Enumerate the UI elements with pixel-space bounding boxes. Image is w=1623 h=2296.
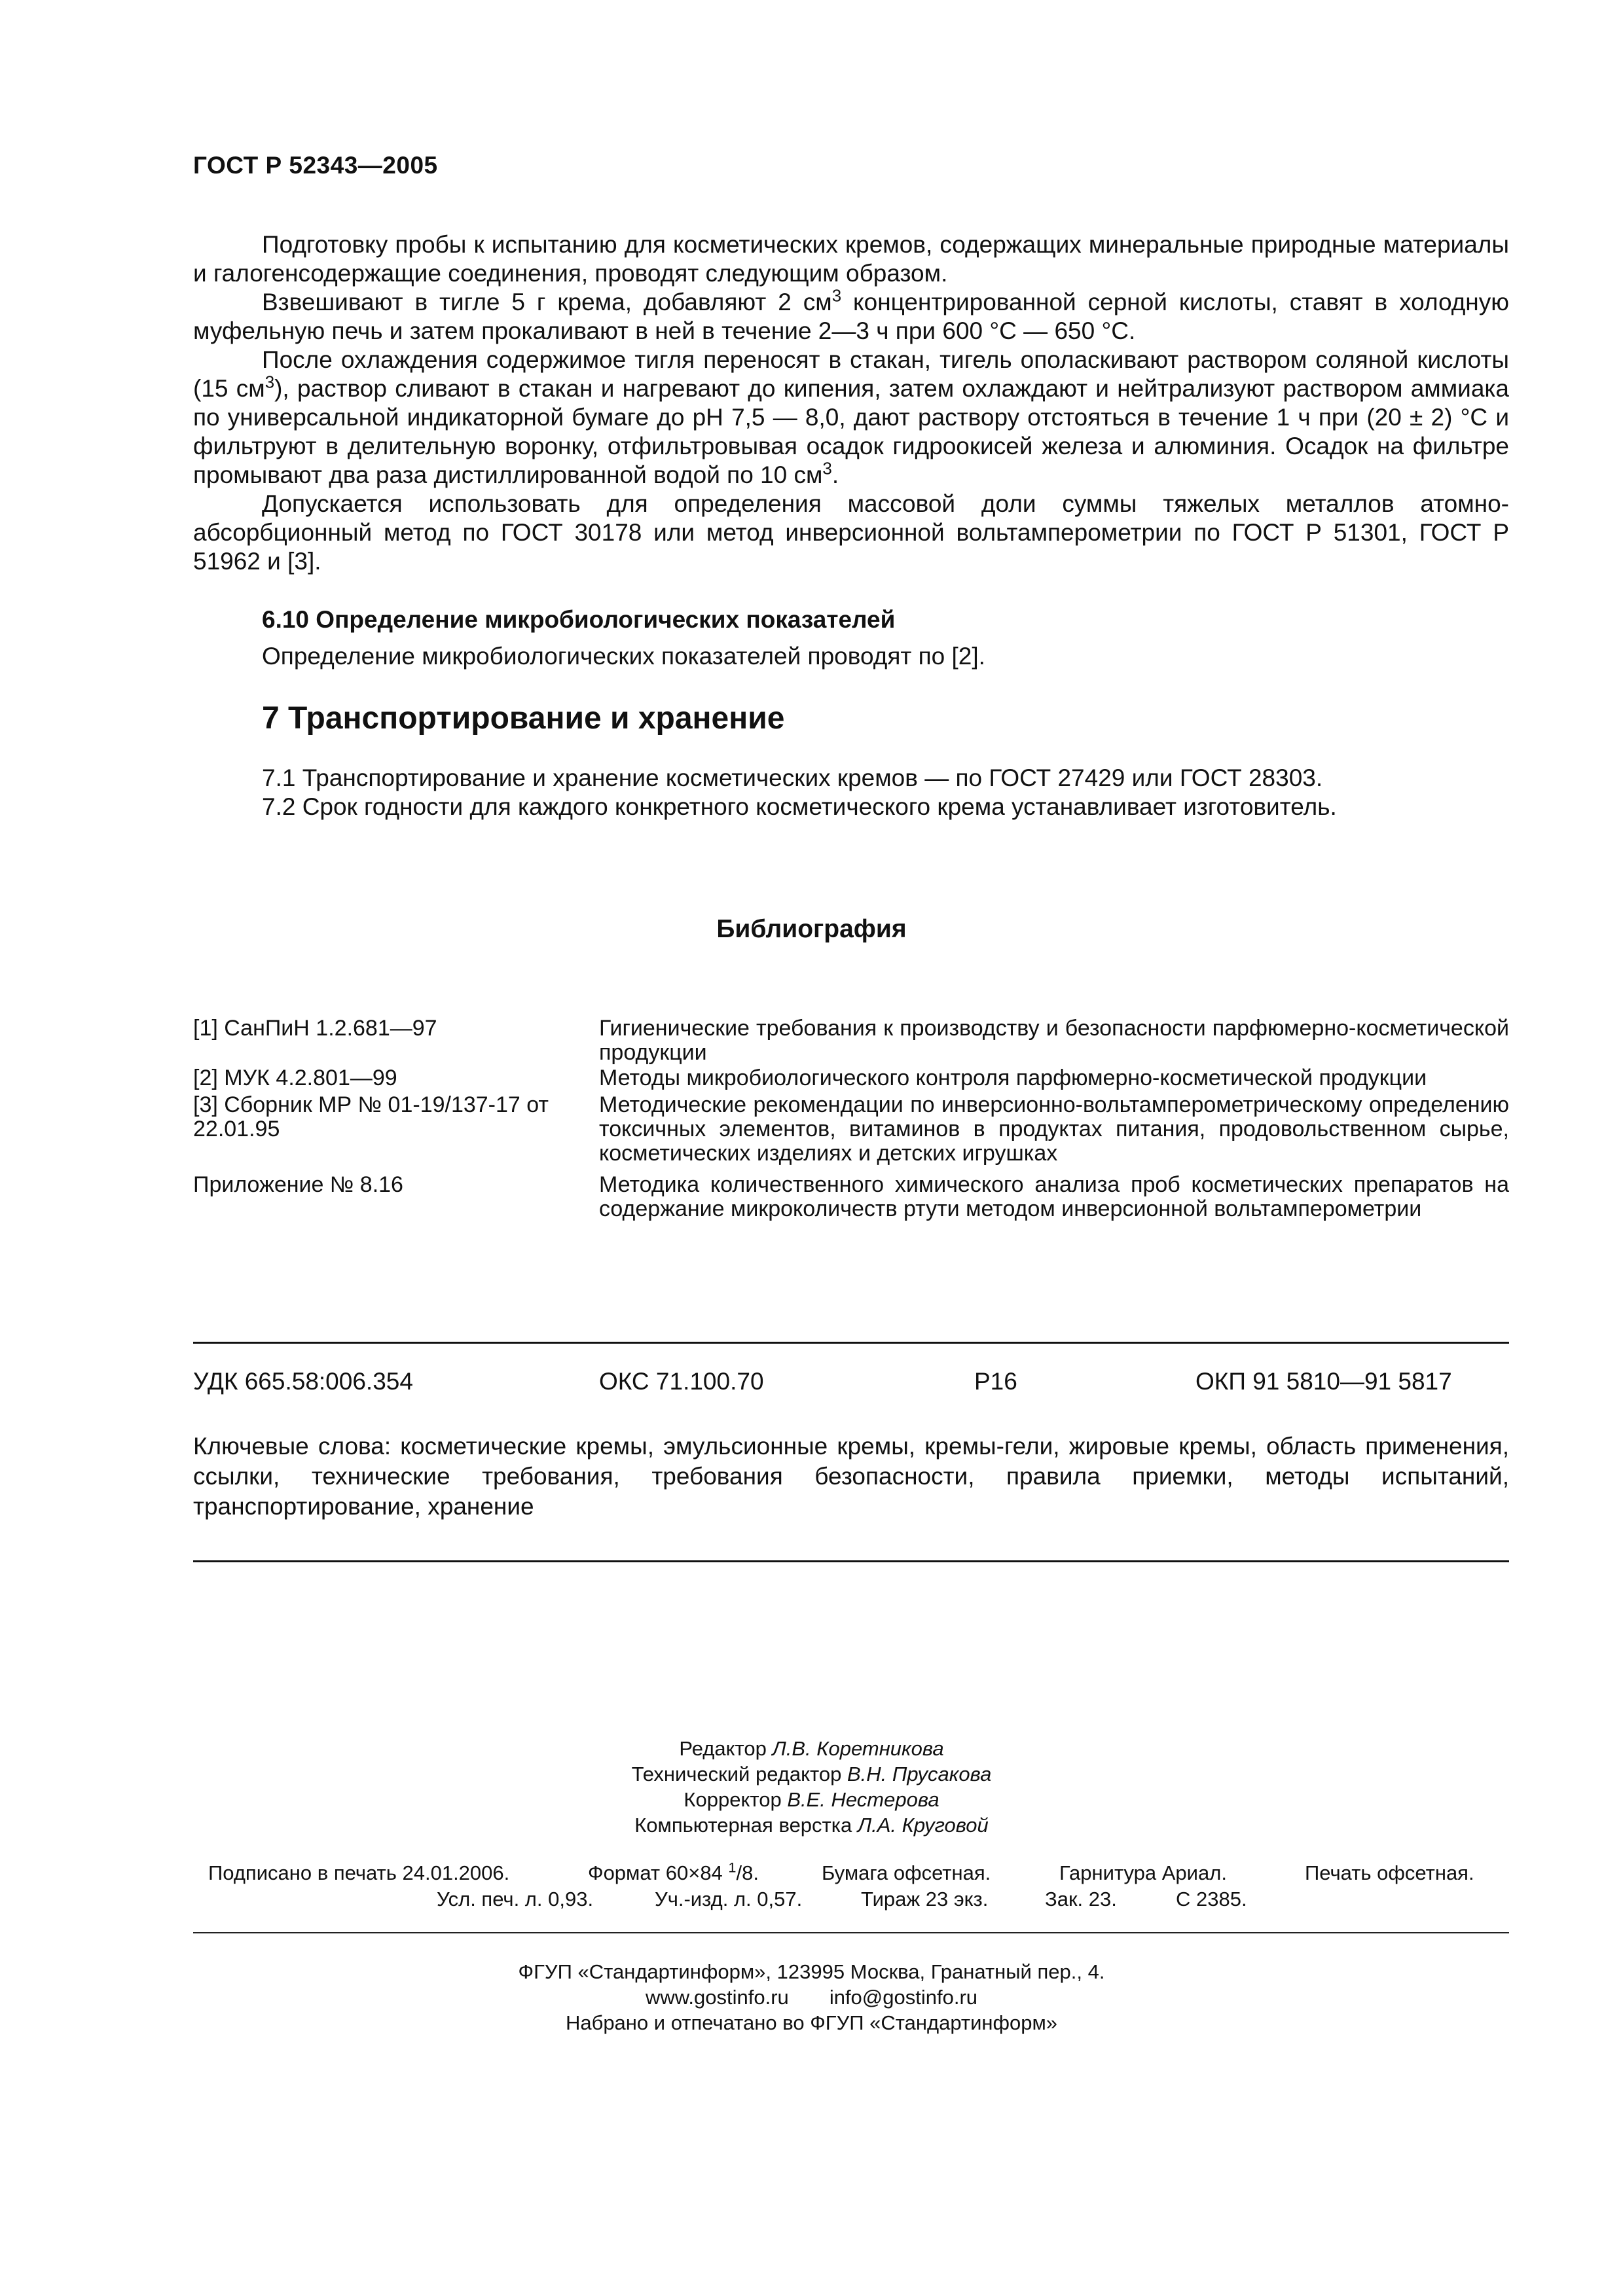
bibliography-title: Библиография <box>716 915 907 943</box>
publisher-info <box>0 1959 1623 2036</box>
tech-editor-line: Технический редактор В.Н. Прусакова <box>631 1763 992 1785</box>
editor-line: Редактор Л.В. Коретникова <box>679 1737 944 1760</box>
imprint-code: С 2385. <box>1176 1888 1247 1910</box>
udk-code: УДК 665.58:006.354 <box>193 1368 413 1395</box>
layout-line: Компьютерная верстка Л.А. Круговой <box>634 1814 989 1837</box>
publisher-printed: Набрано и отпечатано во ФГУП «Стандартинформ» <box>565 2011 1058 2034</box>
imprint-format: Формат 60×84 $^1$/8. <box>588 1859 759 1884</box>
divider <box>193 1932 1509 1933</box>
oks-code: ОКС 71.100.70 <box>599 1368 764 1395</box>
subsection-text: Определение микробиологических показателей проводят по [2]. <box>262 643 985 670</box>
bibliography-desc: Методические рекомендации по инверсионно-вольтамперометрическому определению токсичных элементов, витаминов в продуктах питания, продовольственном сырье, косметических изделиях и детских игрушках <box>599 1092 1509 1166</box>
publisher-site[interactable]: www.gostinfo.ru <box>645 1986 789 2009</box>
imprint-run: Тираж 23 экз. <box>861 1888 989 1910</box>
paragraph-1: Подготовку пробы к испытанию для косметических кремов, содержащих минеральные природные материалы и галогенсодержащие соединения, проводят следующим образом. <box>193 231 1509 287</box>
imprint-order: Зак. 23. <box>1045 1888 1117 1910</box>
paragraph-4: Допускается использовать для определения массовой доли суммы тяжелых металлов атомно-абсорбционный метод по ГОСТ 30178 или метод инверсионной вольтамперометрии по ГОСТ Р 51301, ГОСТ Р 51962 и [3]. <box>193 490 1509 575</box>
imprint-printing: Печать офсетная. <box>1305 1861 1474 1884</box>
paragraph-3: После охлаждения содержимое тигля переносят в стакан, тигель ополаскивают раствором соляной кислоты (15 $см^3$), раствор сливают в стакан и нагревают до кипения, затем охлаждают и нейтрализуют раствором аммиака по универсальной индикаторной бумаге до рН 7,5 — 8,0, дают раствору отстояться в течение 1 ч при (20 ± 2) °С и фильтруют в делительную воронку, отфильтровывая осадок гидроокисей железа и алюминия. Осадок на фильтре промывают два раза дистиллированной водой по 10 $см^3$. <box>193 346 1509 488</box>
divider <box>193 1560 1509 1562</box>
imprint-signed: Подписано в печать 24.01.2006. <box>208 1861 510 1884</box>
bibliography-ref: Приложение № 8.16 <box>193 1172 403 1197</box>
publisher-email[interactable]: info@gostinfo.ru <box>829 1986 978 2009</box>
imprint-publ-sheets: Уч.-изд. л. 0,57. <box>655 1888 803 1910</box>
section-item-1: 7.1 Транспортирование и хранение косметических кремов — по ГОСТ 27429 или ГОСТ 28303. <box>262 764 1323 791</box>
paragraph-2: Взвешивают в тигле 5 г крема, добавляют 2 $см^3$ концентрированной серной кислоты, ставят в холодную муфельную печь и затем прокаливают в ней в течение 2—3 ч при 600 °С — 650 °С. <box>193 287 1509 344</box>
section-title: 7 Транспортирование и хранение <box>262 701 785 736</box>
imprint-paper: Бумага офсетная. <box>822 1861 991 1884</box>
bibliography-ref: [1] СанПиН 1.2.681—97 <box>193 1016 437 1041</box>
keywords: Ключевые слова: косметические кремы, эмульсионные кремы, кремы-гели, жировые кремы, область применения, ссылки, технические требования, требования безопасности, правила приемки, методы испытаний, транспортирование, хранение <box>193 1433 1509 1520</box>
publisher-contacts <box>0 1984 1623 2010</box>
imprint-typeface: Гарнитура Ариал. <box>1059 1861 1227 1884</box>
corrector-line: Корректор В.Е. Нестерова <box>684 1788 939 1811</box>
subsection-title: 6.10 Определение микробиологических показателей <box>262 606 896 633</box>
body-paragraphs <box>193 230 1509 576</box>
section-item-2: 7.2 Срок годности для каждого конкретного косметического крема устанавливает изготовитель. <box>262 793 1337 820</box>
okp-code: ОКП 91 5810—91 5817 <box>1195 1368 1452 1395</box>
bibliography-desc: Гигиенические требования к производству и безопасности парфюмерно-косметической продукции <box>599 1016 1509 1065</box>
divider <box>193 1342 1509 1344</box>
publisher-address: ФГУП «Стандартинформ», 123995 Москва, Гранатный пер., 4. <box>518 1960 1105 1983</box>
bibliography-ref: [2] МУК 4.2.801—99 <box>193 1066 397 1090</box>
bibliography-ref: [3] Сборник МР № 01-19/137-17 от 22.01.95 <box>193 1092 549 1141</box>
imprint-print-sheets: Усл. печ. л. 0,93. <box>437 1888 594 1910</box>
bibliography-desc: Методика количественного химического анализа проб косметических препаратов на содержание микроколичеств ртути методом инверсионной вольтамперометрии <box>599 1172 1509 1221</box>
standard-code-header: ГОСТ Р 52343—2005 <box>193 152 438 179</box>
bibliography-desc: Методы микробиологического контроля парфюмерно-косметической продукции <box>599 1066 1427 1090</box>
group-code: Р16 <box>974 1368 1017 1395</box>
credits <box>0 1736 1623 1838</box>
